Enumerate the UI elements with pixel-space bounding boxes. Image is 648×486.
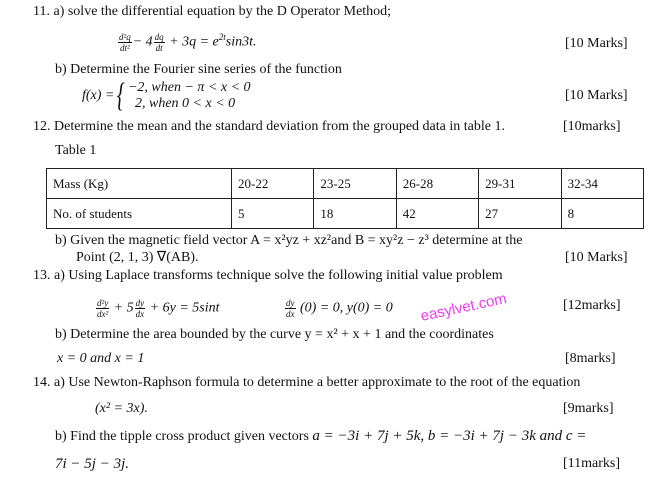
q11b-marks: [10 Marks] [565, 88, 628, 103]
q13b-marks: [8marks] [565, 351, 616, 366]
q13-number: 13. [33, 268, 51, 283]
q13a-text: a) Using Laplace transforms technique solve the following initial value problem [54, 268, 503, 283]
table-cell: 27 [479, 199, 561, 229]
table-cell: 18 [314, 199, 396, 229]
q13a-equation [95, 298, 220, 319]
q13-heading [33, 268, 503, 284]
eq-part: + 6y = 5sint [149, 300, 220, 316]
eq-part: sin3t. [225, 34, 257, 50]
table-row [47, 169, 644, 199]
numerator: d²q [119, 32, 131, 42]
numerator: dq [154, 32, 164, 42]
table-caption: Table 1 [55, 143, 97, 158]
denominator: dx² [97, 309, 109, 319]
q14a-equation: (x² = 3x). [95, 401, 148, 416]
table-cell: No. of students [47, 199, 232, 229]
q12-heading [33, 119, 505, 135]
fraction [285, 298, 296, 319]
denominator: dx [135, 309, 145, 319]
exponent: 2t [218, 32, 226, 43]
q14b-line [55, 428, 586, 445]
cases [128, 80, 251, 112]
q11b-piecewise [82, 77, 251, 114]
case-2: 2, when 0 < x < 0 [134, 96, 236, 111]
q14-heading [33, 375, 580, 391]
q14b-equation: a = −3i + 7j + 5k, b = −3i + 7j − 3k and c = [312, 428, 587, 444]
q14a-text: a) Use Newton-Raphson formula to determine a better approximate to the root of the equation [54, 375, 581, 390]
table-cell: 29-31 [479, 169, 561, 199]
q13b-equation: x = 0 and x = 1 [57, 351, 145, 366]
q13a-conditions [284, 298, 393, 319]
table-cell: 20-22 [232, 169, 314, 199]
q11a-equation [117, 32, 257, 53]
numerator: dy [286, 298, 295, 308]
table-cell: 42 [396, 199, 478, 229]
q12-number: 12. [33, 119, 51, 134]
eq-part: + 3q = e [169, 34, 219, 50]
brace: { [117, 77, 126, 114]
q12b-marks: [10 Marks] [565, 250, 628, 265]
denominator: dx [286, 309, 295, 319]
data-table [46, 168, 644, 229]
table-cell: 23-25 [314, 169, 396, 199]
q12b-line1: b) Given the magnetic field vector A = x²yz + xz²and B = xy²z − z³ determine at the [55, 233, 523, 248]
eq-part: − 4 [132, 34, 153, 50]
watermark: easylvet.com [419, 290, 509, 325]
table-cell: Mass (Kg) [47, 169, 232, 199]
q11a-text: a) solve the differential equation by the D Operator Method; [53, 4, 392, 19]
q11-heading [33, 4, 391, 20]
table-cell: 8 [561, 199, 643, 229]
q14b-equation-cont: 7i − 5j − 3j. [55, 456, 129, 472]
function-label: f(x) = [82, 88, 115, 103]
case-1: −2, when − π < x < 0 [127, 80, 251, 95]
q12b-line2: Point (2, 1, 3) ∇(AB). [76, 250, 199, 265]
fraction [154, 32, 165, 53]
q14-number: 14. [33, 375, 51, 390]
q11-number: 11. [33, 4, 50, 19]
fraction [135, 298, 146, 319]
q13b-text: b) Determine the area bounded by the curve y = x² + x + 1 and the coordinates [55, 327, 494, 342]
numerator: d²y [97, 298, 109, 308]
q14b-text: b) Find the tipple cross product given vectors [55, 429, 309, 444]
table-cell: 5 [232, 199, 314, 229]
q13a-marks: [12marks] [563, 298, 621, 313]
eq-part: (0) = 0, y(0) = 0 [300, 300, 393, 316]
eq-part: + 5 [113, 300, 134, 316]
table-row [47, 199, 644, 229]
table-cell: 26-28 [396, 169, 478, 199]
fraction [96, 298, 109, 319]
q12-text: Determine the mean and the standard deviation from the grouped data in table 1. [54, 119, 505, 134]
denominator: dt [155, 43, 163, 53]
q12-marks: [10marks] [563, 119, 621, 134]
fraction [118, 32, 132, 53]
numerator: dy [135, 298, 145, 308]
table-cell: 32-34 [561, 169, 643, 199]
q14a-marks: [9marks] [563, 401, 614, 416]
denominator: dt² [120, 43, 130, 53]
q14b-marks: [11marks] [563, 456, 621, 471]
q11b-text: b) Determine the Fourier sine series of the function [55, 62, 342, 77]
q11a-marks: [10 Marks] [565, 36, 628, 51]
